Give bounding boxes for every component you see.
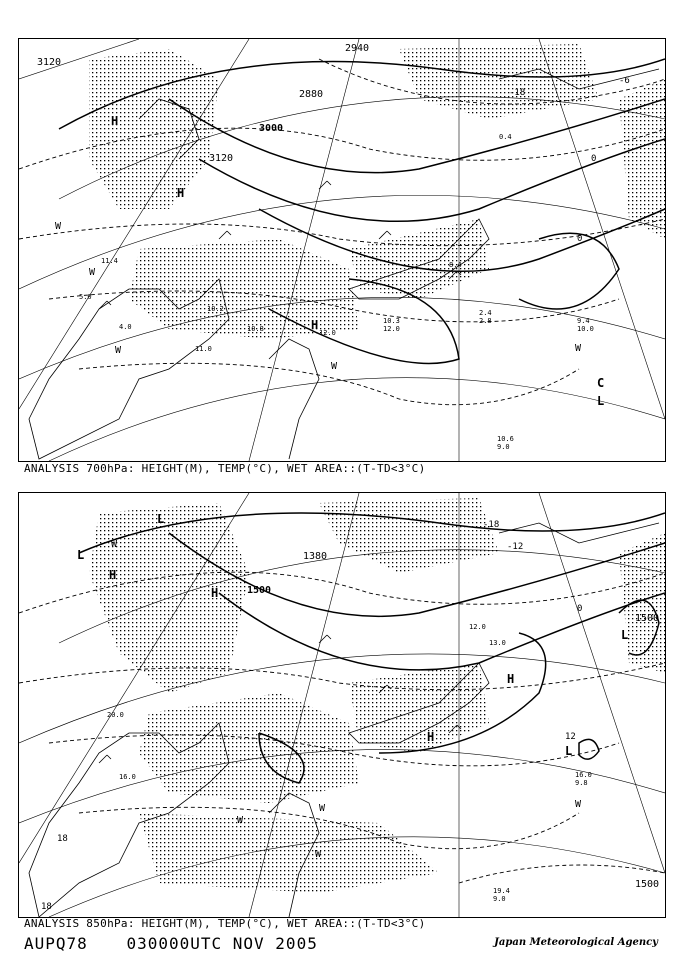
contour-label: 1380: [303, 551, 328, 562]
station-value: 11.4: [101, 257, 118, 265]
pressure-center: L: [565, 744, 573, 758]
station-value: 8.4: [449, 261, 462, 269]
map-700hpa-canvas: [19, 39, 665, 461]
station-value: 0.4: [499, 133, 512, 141]
map-850hpa: [18, 492, 666, 918]
isotherm-label: -12: [507, 542, 524, 552]
isotherm-label: 0: [577, 234, 583, 244]
station-value: 9.0: [493, 895, 506, 903]
contour-label: 2880: [299, 89, 324, 100]
station-value: 2.4: [479, 309, 492, 317]
station-value: 16.0: [119, 773, 136, 781]
chart-identifier: [24, 934, 346, 953]
pressure-center: H: [311, 318, 319, 332]
contour-label: 3120: [37, 57, 62, 68]
pressure-center: C: [597, 376, 605, 390]
region-mark: W: [331, 361, 338, 372]
station-value: 10.0: [577, 325, 594, 333]
isotherm-label: -6: [619, 76, 630, 86]
isotherm-label: -18: [483, 520, 500, 530]
contour-label: 1500: [247, 585, 272, 596]
region-mark: W: [111, 539, 118, 550]
pressure-center: L: [77, 548, 85, 562]
station-value: 19.4: [493, 887, 510, 895]
station-value: 16.0: [575, 771, 592, 779]
region-mark: W: [115, 345, 122, 356]
pressure-center: L: [597, 394, 605, 408]
isotherm-label: 18: [57, 834, 68, 844]
wet-area-shading: [89, 44, 665, 339]
contour-label: 1500: [635, 613, 660, 624]
isotherm-label: 0: [577, 604, 583, 614]
isotherm-label: 0: [591, 154, 597, 164]
station-value: 9.0: [497, 443, 510, 451]
contour-label: 3000: [259, 123, 284, 134]
agency-credit: Japan Meteorological Agency: [494, 937, 658, 948]
wet-area-shading: [89, 498, 665, 893]
region-mark: W: [55, 221, 62, 232]
pressure-center: L: [157, 512, 165, 526]
station-value: 10.8: [247, 325, 264, 333]
pressure-center: H: [211, 586, 219, 600]
pressure-center: H: [427, 730, 435, 744]
contour-label: 2940: [345, 43, 370, 54]
isotherm-label: 18: [41, 902, 52, 912]
station-value: 10.3: [383, 317, 400, 325]
valid-time: 030000UTC NOV 2005: [126, 934, 318, 953]
station-value: 2.8: [479, 317, 492, 325]
station-value: 5.0: [79, 293, 92, 301]
station-value: 12.0: [383, 325, 400, 333]
map-700hpa-caption: ANALYSIS 700hPa: HEIGHT(M), TEMP(°C), WET AREA::(T-TD<3°C): [24, 462, 426, 475]
isotherm-label: -18: [509, 88, 526, 98]
contour-label: 1500: [635, 879, 660, 890]
map-700hpa: [18, 38, 666, 462]
station-value: 4.0: [119, 323, 132, 331]
pressure-center: H: [111, 114, 119, 128]
station-value: 12.0: [319, 329, 336, 337]
station-value: 10.2: [207, 305, 224, 313]
station-value: 11.0: [195, 345, 212, 353]
station-value: 9.4: [577, 317, 590, 325]
region-mark: W: [575, 343, 582, 354]
region-mark: W: [315, 849, 322, 860]
region-mark: W: [319, 803, 326, 814]
pressure-center: L: [621, 628, 629, 642]
station-value: 10.6: [497, 435, 514, 443]
region-mark: W: [89, 267, 96, 278]
chart-code: AUPQ78: [24, 934, 88, 953]
station-value: 20.0: [107, 711, 124, 719]
pressure-center: H: [507, 672, 515, 686]
map-850hpa-canvas: [19, 493, 665, 917]
pressure-center: H: [177, 186, 185, 200]
contour-label: 3120: [209, 153, 234, 164]
region-mark: W: [237, 815, 244, 826]
region-mark: W: [575, 799, 582, 810]
station-value: 13.0: [489, 639, 506, 647]
map-850hpa-caption: ANALYSIS 850hPa: HEIGHT(M), TEMP(°C), WET AREA::(T-TD<3°C): [24, 917, 426, 930]
station-value: 9.8: [575, 779, 588, 787]
pressure-center: H: [109, 568, 117, 582]
isotherm-label: 12: [565, 732, 576, 742]
station-value: 12.0: [469, 623, 486, 631]
